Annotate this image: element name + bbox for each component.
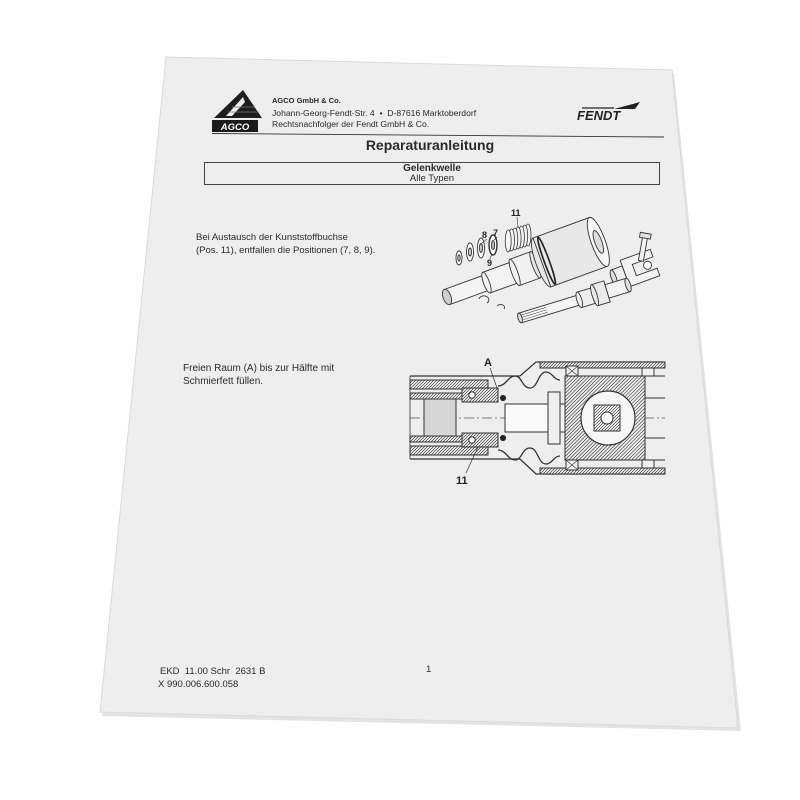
inner-sleeve	[410, 393, 470, 442]
instruction-line: Bei Austausch der Kunststoffbuchse	[196, 232, 348, 243]
plastic-bush-pos-11	[462, 388, 506, 447]
cross-section-figure	[405, 350, 667, 495]
agco-logo-text: AGCO	[220, 122, 250, 133]
plastic-bush-pos-11	[505, 224, 531, 252]
retaining-clip	[497, 304, 505, 309]
instruction-text-1	[196, 232, 375, 257]
label-pos-11: 11	[456, 475, 468, 487]
page-number: 1	[426, 664, 432, 675]
footer-part-number: X 990.006.600.058	[158, 679, 239, 690]
snap-ring	[479, 296, 489, 303]
subject-name: Gelenkwelle	[403, 163, 461, 174]
label-pos-7: 7	[493, 228, 499, 238]
label-pos-9: 9	[487, 258, 493, 268]
instruction-line: Schmierfett füllen.	[183, 376, 264, 387]
label-pos-8: 8	[482, 230, 488, 240]
instruction-text-2	[183, 362, 334, 388]
agco-logo	[210, 87, 264, 135]
document-title: Reparaturanleitung	[365, 137, 495, 153]
exploded-view-figure	[430, 198, 670, 348]
instruction-line: (Pos. 11), entfallen die Positionen (7, 8, 9).	[196, 244, 376, 256]
fendt-logo-text: FENDT	[577, 108, 621, 123]
splined-shaft	[515, 274, 634, 329]
fendt-logo	[574, 100, 644, 124]
leader-line	[490, 368, 497, 388]
company-name: AGCO GmbH & Co.	[272, 96, 341, 105]
leader-line	[517, 217, 518, 227]
subject-scope: Alle Typen	[409, 173, 455, 184]
company-address: Johann-Georg-Fendt-Str. 4 • D-87616 Marktoberdorf	[272, 108, 477, 118]
label-space-a: A	[484, 357, 492, 369]
legal-successor-note: Rechtsnachfolger der Fendt GmbH & Co.	[272, 119, 430, 129]
footer-reference: EKD 11.00 Schr 2631 B	[160, 666, 266, 677]
label-pos-11: 11	[511, 208, 521, 218]
subject-box	[204, 162, 660, 185]
instruction-line: Freien Raum (A) bis zur Hälfte mit	[183, 363, 335, 374]
